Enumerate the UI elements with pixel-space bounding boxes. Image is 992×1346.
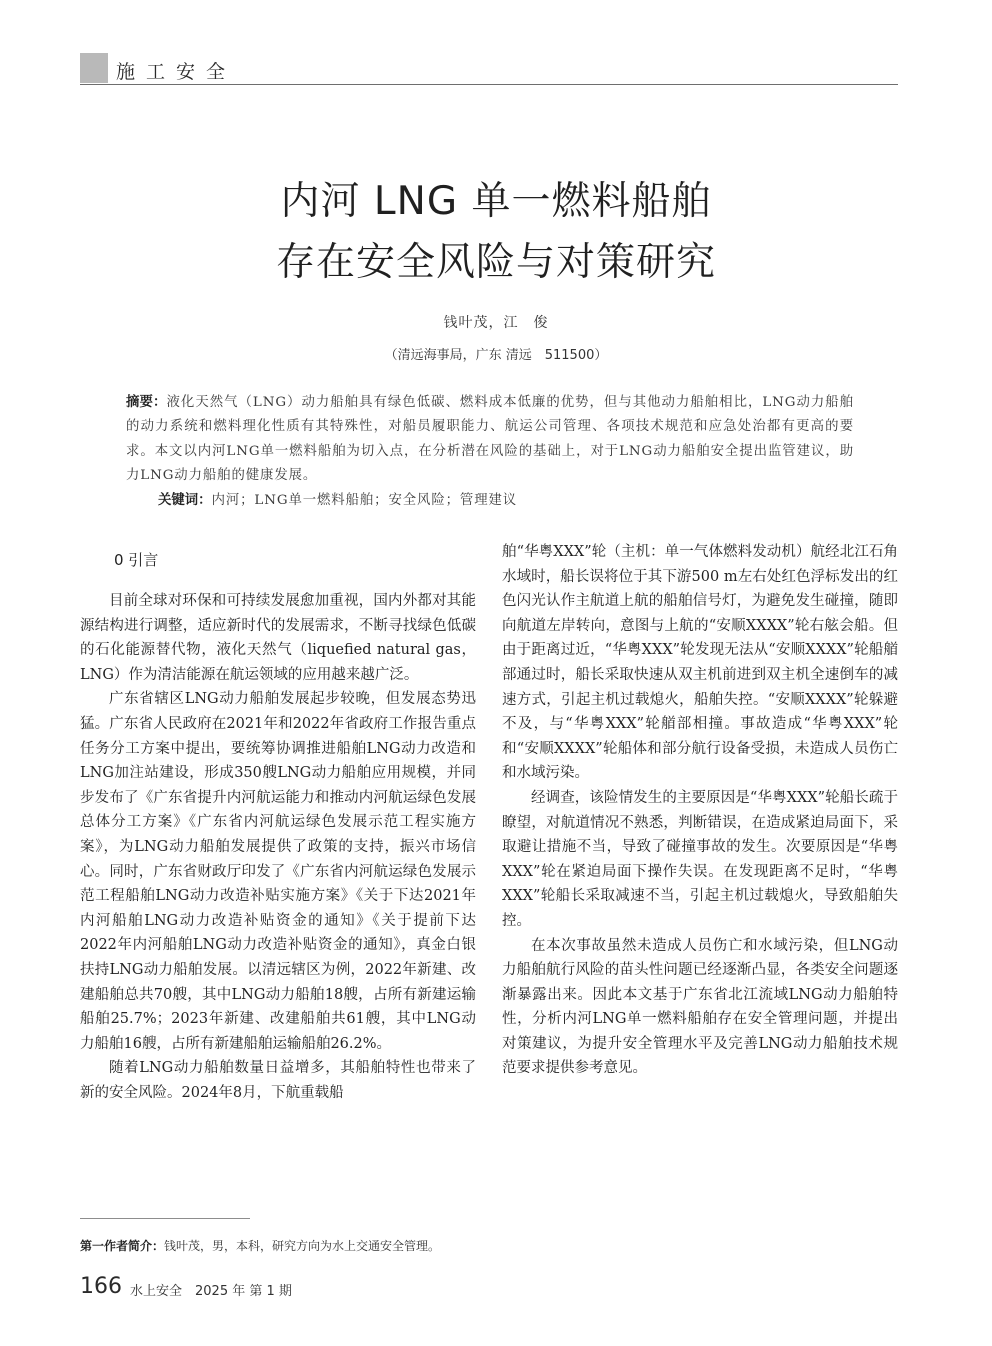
body-paragraph: 广东省辖区LNG动力船舶发展起步较晚，但发展态势迅猛。广东省人民政府在2021年和2022年省政府工作报告重点任务分工方案中提出，要统筹协调推进船舶LNG动力改造和LNG加注站建设，形成350艘LNG动力船舶应用规模，并同步发布了《广东省提升内河航运能力和推动内河航运绿色发展总体分工方案》《广东省内河航运绿色发展示范工程实施方案》，为LNG动力船舶发展提供了政策的支持，振兴市场信心。同时，广东省财政厅印发了《广东省内河航运绿色发展示范工程船舶LNG动力改造补贴实施方案》《关于下达2021年内河船舶LNG动力改造补贴资金的通知》《关于提前下达2022年内河船舶LNG动力改造补贴资金的通知》，真金白银扶持LNG动力船舶发展。以清远辖区为例，2022年新建、改建船舶总共70艘，其中LNG动力船舶18艘，占所有新建运输船舶25.7%；2023年新建、改建船舶共61艘，其中LNG动力船舶16艘，占所有新建船舶运输船舶26.2%。 bbox=[80, 691, 476, 1052]
page-number: 166 bbox=[80, 1274, 122, 1299]
abstract-label: 摘要： bbox=[126, 395, 167, 410]
section-label: 施工安全 bbox=[116, 61, 237, 83]
body-paragraph: 经调查，该险情发生的主要原因是“华粤XXX”轮船长疏于瞭望，对航道情况不熟悉，判断错误，在造成紧迫局面下，采取避让措施不当，导致了碰撞事故的发生。次要原因是“华粤XXX”轮在紧迫局面下操作失误。在发现距离不足时，“华粤XXX”轮船长采取减速不当，引起主机过载熄火，导致船舶失控。 bbox=[502, 789, 898, 929]
footnote-text: 钱叶茂，男，本科，研究方向为水上交通安全管理。 bbox=[164, 1239, 441, 1253]
body-column-right bbox=[502, 540, 898, 1081]
affiliation: （清远海事局，广东 清远 511500） bbox=[384, 348, 608, 363]
body-column-left bbox=[80, 540, 476, 1105]
body-paragraph: 目前全球对环保和可持续发展愈加重视，国内外都对其能源结构进行调整，适应新时代的发展需求，不断寻找绿色低碳的石化能源替代物，液化天然气（liquefied natural gas，LNG）作为清洁能源在航运领域的应用越来越广泛。 bbox=[80, 593, 476, 683]
header-rule bbox=[80, 84, 898, 85]
article-title-line-1: 内河 LNG 单一燃料船舶 bbox=[280, 179, 712, 224]
keywords bbox=[158, 489, 858, 513]
section-marker-block bbox=[80, 53, 108, 83]
journal-issue: 水上安全 2025 年 第 1 期 bbox=[130, 1284, 292, 1299]
body-paragraph: 在本次事故虽然未造成人员伤亡和水域污染，但LNG动力船舶航行风险的苗头性问题已经逐渐凸显，各类安全问题逐渐暴露出来。因此本文基于广东省北江流域LNG动力船舶特性，分析内河LNG单一燃料船舶存在安全管理问题，并提出对策建议，为提升安全管理水平及完善LNG动力船舶技术规范要求提供参考意见。 bbox=[502, 937, 898, 1077]
authors: 钱叶茂，江 俊 bbox=[443, 315, 549, 331]
footnote-label: 第一作者简介： bbox=[80, 1239, 165, 1253]
section-heading-introduction: 0 引言 bbox=[114, 551, 159, 569]
keywords-label: 关键词： bbox=[158, 493, 212, 508]
article-title-line-2: 存在安全风险与对策研究 bbox=[275, 240, 716, 285]
body-paragraph: 随着LNG动力船舶数量日益增多，其船舶特性也带来了新的安全风险。2024年8月，下航重载船 bbox=[80, 1060, 476, 1101]
keywords-text: 内河；LNG单一燃料船舶；安全风险；管理建议 bbox=[211, 493, 518, 508]
abstract-text: 液化天然气（LNG）动力船舶具有绿色低碳、燃料成本低廉的优势，但与其他动力船舶相比，LNG动力船舶的动力系统和燃料理化性质有其特殊性，对船员履职能力、航运公司管理、各项技术规范和应急处治都有更高的要求。本文以内河LNG单一燃料船舶为切入点，在分析潜在风险的基础上，对于LNG动力船舶安全提出监管建议，助力LNG动力船舶的健康发展。 bbox=[126, 395, 854, 484]
abstract bbox=[126, 391, 854, 489]
body-paragraph-continued: 舶“华粤XXX”轮（主机：单一气体燃料发动机）航经北江石角水域时，船长误将位于其下游500 m左右处红色浮标发出的红色闪光认作主航道上航的船舶信号灯，为避免发生碰撞，随即向航道左岸转向，意图与上航的“安顺XXXX”轮右舷会船。但由于距离过近，“华粤XXX”轮发现无法从“安顺XXXX”轮船艏部通过时，船长采取快速从双主机前进到双主机全速倒车的减速方式，引起主机过载熄火，船舶失控。“安顺XXXX”轮躲避不及，与“华粤XXX”轮艏部相撞。事故造成“华粤XXX”轮和“安顺XXXX”轮船体和部分航行设备受损，未造成人员伤亡和水域污染。 bbox=[502, 544, 898, 782]
author-footnote bbox=[80, 1237, 440, 1254]
footnote-rule bbox=[80, 1218, 250, 1219]
